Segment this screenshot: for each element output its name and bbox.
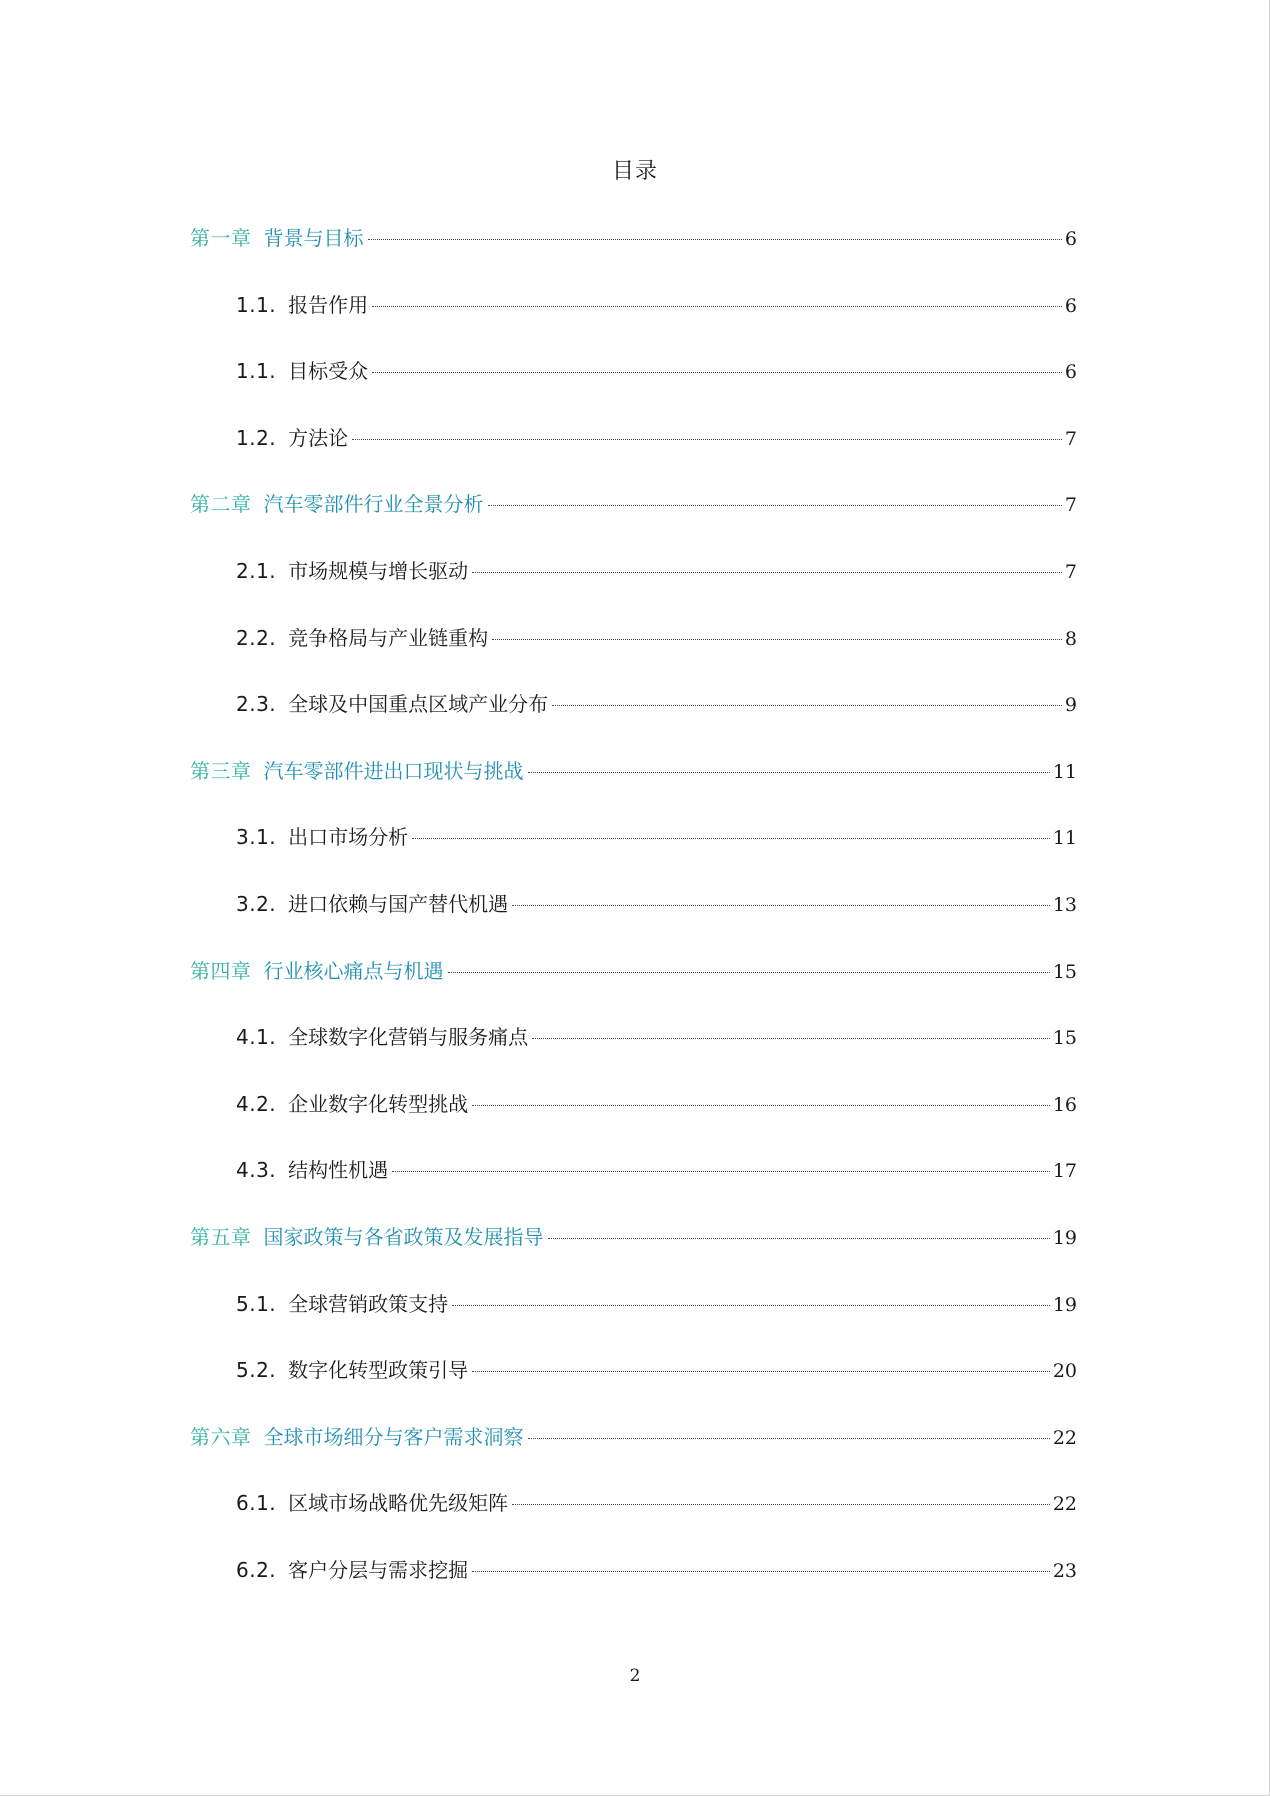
toc-section-entry[interactable] <box>236 623 1077 653</box>
toc-section-entry[interactable] <box>236 1555 1077 1585</box>
toc-section-entry[interactable] <box>236 889 1077 919</box>
toc-entry-label <box>236 1355 472 1385</box>
toc-entry-page-number: 7 <box>1064 427 1077 450</box>
toc-dot-leader <box>472 1105 1050 1106</box>
toc-entry-label <box>190 1222 548 1252</box>
toc-entry-title: 市场规模与增长驱动 <box>288 559 469 583</box>
toc-entry-title: 全球及中国重点区域产业分布 <box>288 692 549 717</box>
toc-entry-page-number: 16 <box>1052 1093 1077 1116</box>
toc-dot-leader <box>352 439 1062 440</box>
toc-entry-label <box>236 1155 392 1185</box>
toc-entry-number: 第五章 <box>190 1225 252 1249</box>
toc-section-entry[interactable] <box>236 290 1077 320</box>
toc-chapter-entry[interactable] <box>190 489 1077 519</box>
toc-dot-leader <box>448 972 1050 973</box>
toc-entry-label <box>236 1089 472 1119</box>
toc-dot-leader <box>472 1571 1050 1572</box>
toc-entry-page-number: 11 <box>1052 760 1077 783</box>
toc-dot-leader <box>532 1038 1050 1039</box>
toc-entry-number: 3.1. <box>236 825 277 850</box>
toc-entry-title: 结构性机遇 <box>288 1158 389 1183</box>
toc-entry-label <box>236 1488 512 1518</box>
toc-dot-leader <box>472 1371 1050 1372</box>
toc-dot-leader <box>492 639 1062 640</box>
toc-entry-number: 第二章 <box>190 492 252 517</box>
toc-entry-page-number: 23 <box>1052 1560 1077 1582</box>
toc-entry-number: 第四章 <box>190 958 252 983</box>
toc-section-entry[interactable] <box>236 822 1077 852</box>
toc-entry-label <box>236 822 412 852</box>
toc-entry-title: 方法论 <box>288 425 349 450</box>
toc-entry-page-number: 6 <box>1064 294 1077 317</box>
toc-section-entry[interactable] <box>236 423 1077 453</box>
toc-entry-title: 全球市场细分与客户需求洞察 <box>263 1424 524 1449</box>
toc-entry-label <box>236 423 352 453</box>
toc-entry-number: 第一章 <box>190 226 252 250</box>
toc-dot-leader <box>372 306 1062 307</box>
toc-entry-title: 报告作用 <box>288 292 369 317</box>
toc-entry-number: 5.1. <box>236 1291 277 1316</box>
toc-dot-leader <box>528 772 1050 773</box>
toc-entry-page-number: 15 <box>1052 1027 1077 1050</box>
toc-entry-page-number: 7 <box>1064 561 1077 583</box>
toc-dot-leader <box>552 705 1062 706</box>
toc-entry-title: 全球营销政策支持 <box>288 1291 449 1316</box>
toc-section-entry[interactable] <box>236 1289 1077 1319</box>
toc-dot-leader <box>372 372 1062 373</box>
toc-entry-number: 3.2. <box>236 892 277 916</box>
toc-heading: 目录 <box>611 159 658 184</box>
toc-entry-page-number: 20 <box>1052 1360 1077 1383</box>
toc-entry-title: 行业核心痛点与机遇 <box>263 958 444 983</box>
toc-entry-number: 4.2. <box>236 1091 277 1116</box>
toc-entry-number: 2.3. <box>236 692 277 717</box>
toc-entry-number: 第六章 <box>190 1424 252 1449</box>
toc-entry-title: 出口市场分析 <box>288 825 409 850</box>
toc-chapter-entry[interactable] <box>190 1222 1077 1252</box>
toc-entry-title: 竞争格局与产业链重构 <box>288 625 489 650</box>
toc-entry-page-number: 15 <box>1052 960 1077 983</box>
toc-section-entry[interactable] <box>236 1355 1077 1385</box>
toc-entry-label <box>236 290 372 320</box>
toc-entry-number: 1.1. <box>236 292 277 317</box>
toc-section-entry[interactable] <box>236 1022 1077 1052</box>
toc-chapter-entry[interactable] <box>190 223 1077 253</box>
toc-entry-label <box>236 556 472 586</box>
toc-entry-title: 客户分层与需求挖掘 <box>288 1558 469 1582</box>
toc-entry-page-number: 6 <box>1064 361 1077 384</box>
toc-section-entry[interactable] <box>236 556 1077 586</box>
toc-dot-leader <box>452 1305 1050 1306</box>
toc-section-entry[interactable] <box>236 689 1077 719</box>
page-number-footer: 2 <box>629 1666 641 1686</box>
toc-entry-title: 企业数字化转型挑战 <box>288 1091 469 1116</box>
toc-entry-label <box>190 1422 528 1452</box>
toc-entry-page-number: 8 <box>1064 627 1077 650</box>
toc-entry-number: 4.3. <box>236 1158 277 1183</box>
toc-dot-leader <box>528 1438 1050 1439</box>
toc-entry-title: 进口依赖与国产替代机遇 <box>288 892 509 916</box>
toc-dot-leader <box>472 572 1062 573</box>
toc-entry-title: 国家政策与各省政策及发展指导 <box>263 1225 544 1249</box>
toc-entry-label <box>236 689 552 719</box>
toc-entry-label <box>190 956 448 986</box>
toc-entry-label <box>236 1289 452 1319</box>
toc-entry-label <box>236 356 372 386</box>
toc-chapter-entry[interactable] <box>190 956 1077 986</box>
toc-entry-label <box>236 623 492 653</box>
toc-entry-number: 6.1. <box>236 1491 277 1516</box>
toc-entry-title: 全球数字化营销与服务痛点 <box>288 1025 529 1050</box>
toc-entry-number: 2.1. <box>236 559 277 583</box>
toc-entry-page-number: 19 <box>1052 1293 1077 1316</box>
toc-entry-title: 区域市场战略优先级矩阵 <box>288 1491 509 1516</box>
toc-dot-leader <box>512 905 1050 906</box>
toc-entry-label <box>190 756 528 786</box>
toc-entry-number: 1.2. <box>236 425 277 450</box>
toc-dot-leader <box>412 838 1050 839</box>
toc-entry-page-number: 7 <box>1064 494 1077 517</box>
toc-entry-label <box>236 889 512 919</box>
toc-entry-label <box>236 1555 472 1585</box>
toc-dot-leader <box>512 1504 1050 1505</box>
toc-entry-page-number: 13 <box>1052 894 1077 916</box>
toc-entry-title: 背景与目标 <box>263 226 364 250</box>
toc-entry-label <box>190 489 488 519</box>
toc-dot-leader <box>548 1238 1050 1239</box>
toc-entry-page-number: 22 <box>1052 1426 1077 1449</box>
toc-dot-leader <box>392 1171 1050 1172</box>
toc-entry-page-number: 22 <box>1052 1493 1077 1516</box>
toc-entry-page-number: 11 <box>1052 827 1077 850</box>
toc-entry-title: 汽车零部件进出口现状与挑战 <box>263 758 524 783</box>
toc-section-entry[interactable] <box>236 1488 1077 1518</box>
toc-entry-page-number: 6 <box>1064 228 1077 250</box>
toc-entry-page-number: 19 <box>1052 1227 1077 1249</box>
toc-chapter-entry[interactable] <box>190 756 1077 786</box>
toc-entry-page-number: 9 <box>1064 694 1077 717</box>
toc-entry-number: 2.2. <box>236 625 277 650</box>
toc-section-entry[interactable] <box>236 1089 1077 1119</box>
toc-chapter-entry[interactable] <box>190 1422 1077 1452</box>
toc-entry-label <box>236 1022 532 1052</box>
toc-entry-page-number: 17 <box>1052 1160 1077 1183</box>
toc-entry-number: 5.2. <box>236 1358 277 1383</box>
toc-section-entry[interactable] <box>236 356 1077 386</box>
toc-entry-title: 汽车零部件行业全景分析 <box>263 492 484 517</box>
toc-entry-number: 4.1. <box>236 1025 277 1050</box>
toc-entry-number: 1.1. <box>236 359 277 384</box>
toc-entry-number: 6.2. <box>236 1558 277 1582</box>
toc-entry-title: 目标受众 <box>288 359 369 384</box>
toc-entry-title: 数字化转型政策引导 <box>288 1358 469 1383</box>
toc-entry-number: 第三章 <box>190 758 252 783</box>
toc-section-entry[interactable] <box>236 1155 1077 1185</box>
toc-dot-leader <box>488 505 1062 506</box>
toc-entry-label <box>190 223 368 253</box>
toc-dot-leader <box>368 239 1062 240</box>
